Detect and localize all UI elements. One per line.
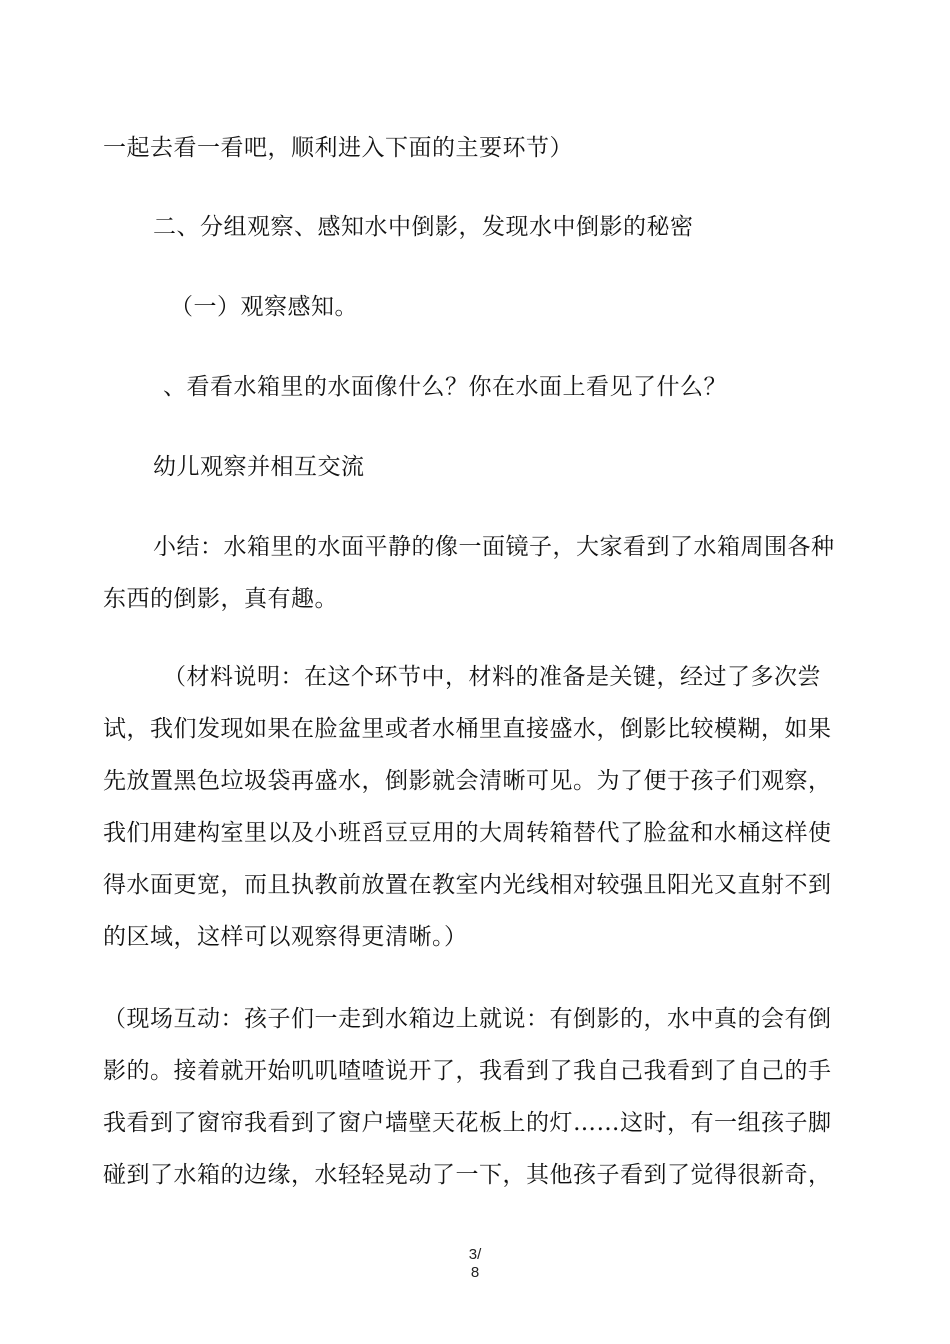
text-line: （材料说明：在这个环节中，材料的准备是关键，经过了多次尝 — [163, 664, 821, 690]
text-line: 一起去看一看吧，顺利进入下面的主要环节） — [103, 135, 573, 161]
text-line: 先放置黑色垃圾袋再盛水，倒影就会清晰可见。为了便于孩子们观察， — [103, 768, 832, 794]
text-line: 小结：水箱里的水面平静的像一面镜子，大家看到了水箱周围各种 — [153, 534, 835, 560]
text-line: 影的。接着就开始叽叽喳喳说开了，我看到了我自己我看到了自己的手 — [103, 1058, 832, 1084]
text-line: 碰到了水箱的边缘，水轻轻晃动了一下，其他孩子看到了觉得很新奇， — [103, 1162, 832, 1188]
text-line: 、看看水箱里的水面像什么？你在水面上看见了什么？ — [163, 374, 727, 400]
text-line: 得水面更宽，而且执教前放置在教室内光线相对较强且阳光又直射不到 — [103, 872, 832, 898]
text-line: 我们用建构室里以及小班舀豆豆用的大周转箱替代了脸盆和水桶这样使 — [103, 820, 832, 846]
text-line: 我看到了窗帘我看到了窗户墙壁天花板上的灯……这时，有一组孩子脚 — [103, 1110, 832, 1136]
page-number-current: 3/ — [468, 1246, 482, 1263]
text-line: 幼儿观察并相互交流 — [153, 454, 365, 480]
text-line: 试，我们发现如果在脸盆里或者水桶里直接盛水，倒影比较模糊，如果 — [103, 716, 832, 742]
page-number-total: 8 — [470, 1264, 480, 1281]
subsection-heading: （一）观察感知。 — [170, 294, 358, 320]
section-heading: 二、分组观察、感知水中倒影，发现水中倒影的秘密 — [153, 214, 694, 240]
text-line: 的区域，这样可以观察得更清晰。） — [103, 924, 468, 950]
text-line: 东西的倒影，真有趣。 — [103, 586, 338, 612]
text-line: （现场互动：孩子们一走到水箱边上就说：有倒影的，水中真的会有倒 — [103, 1006, 832, 1032]
